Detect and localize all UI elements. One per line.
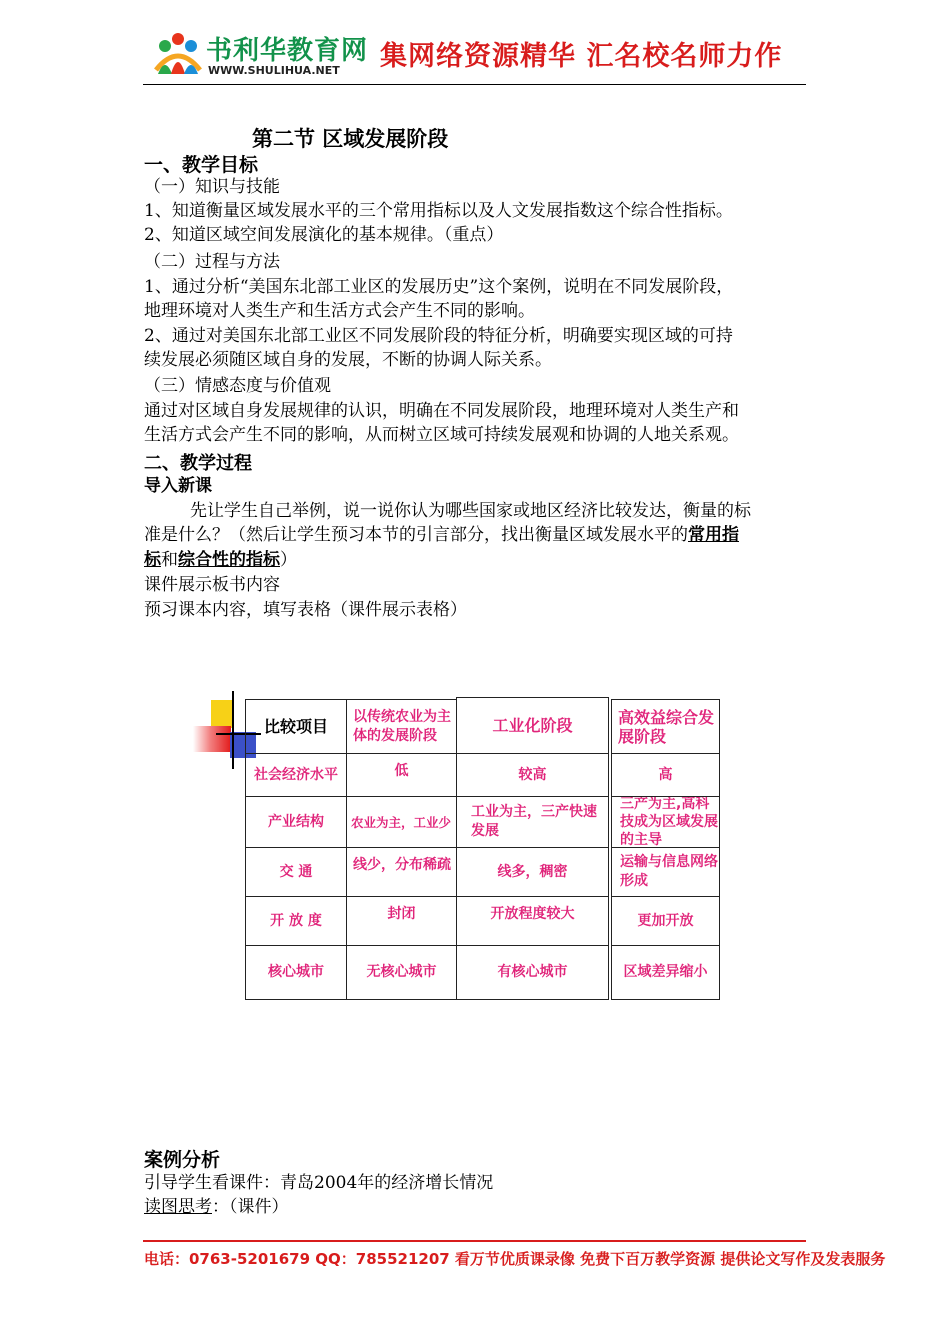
footer-divider <box>143 1240 806 1242</box>
paragraph: 生活方式会产生不同的影响，从而树立区域可持续发展观和协调的人地关系观。 <box>144 425 739 445</box>
table-cell: 高 <box>611 753 720 797</box>
table-cell: 有核心城市 <box>456 945 609 1000</box>
subheading-attitude: （三）情感态度与价值观 <box>144 376 331 396</box>
paragraph-text: ：（课件） <box>212 1197 289 1217</box>
paragraph: 2、知道区域空间发展演化的基本规律。（重点） <box>144 225 504 245</box>
table-cell: 农业为主，工业少 <box>346 796 457 848</box>
subheading-knowledge: （一）知识与技能 <box>144 177 280 197</box>
table-cell: 封闭 <box>346 896 457 946</box>
site-logo-icon <box>152 28 204 78</box>
paragraph: 地理环境对人类生产和生活方式会产生不同的影响。 <box>144 301 535 321</box>
subheading-intro: 导入新课 <box>144 476 212 496</box>
read-map-link[interactable]: 读图思考 <box>144 1197 212 1217</box>
table-cell: 更加开放 <box>611 896 720 946</box>
paragraph-text: 准是什么？（然后让学生预习本节的引言部分，找出衡量区域发展水平的 <box>144 525 688 545</box>
table-cell: 无核心城市 <box>346 945 457 1000</box>
table-cell: 工业为主，三产快速发展 <box>456 796 609 848</box>
table-cell: 运输与信息网络形成 <box>611 847 720 897</box>
table-cell: 线少，分布稀疏 <box>346 847 457 897</box>
table-row-label: 交 通 <box>245 847 347 897</box>
header-divider <box>143 84 806 85</box>
table-header-col1: 以传统农业为主体的发展阶段 <box>346 699 457 754</box>
table-cell: 开放程度较大 <box>456 896 609 946</box>
table-cell: 低 <box>346 753 457 797</box>
term-common-indicators-end: 标 <box>144 550 161 570</box>
paragraph: 课件展示板书内容 <box>144 575 280 595</box>
paragraph: 1、知道衡量区域发展水平的三个常用指标以及人文发展指数这个综合性指标。 <box>144 201 733 221</box>
paragraph: 引导学生看课件：青岛2004年的经济增长情况 <box>144 1173 494 1193</box>
table-row-label: 社会经济水平 <box>245 753 347 797</box>
table-header-col2: 工业化阶段 <box>456 697 609 754</box>
table-cell: 区域差异缩小 <box>611 945 720 1000</box>
page-title: 第二节 区域发展阶段 <box>252 126 449 151</box>
subheading-process: （二）过程与方法 <box>144 252 280 272</box>
table-row-label: 开 放 度 <box>245 896 347 946</box>
section-heading-process: 二、教学过程 <box>144 453 252 474</box>
table-cell: 线多，稠密 <box>456 847 609 897</box>
decor-square-yellow <box>211 700 233 728</box>
paragraph: 续发展必须随区域自身的发展，不断的协调人际关系。 <box>144 350 552 370</box>
decor-line <box>232 691 234 769</box>
table-cell: 较高 <box>456 753 609 797</box>
term-composite-indicator: 综合性的指标 <box>178 550 280 570</box>
paragraph: 2、通过对美国东北部工业区不同发展阶段的特征分析，明确要实现区域的可持 <box>144 326 733 346</box>
table-row-label: 产业结构 <box>245 796 347 848</box>
paragraph <box>144 1195 289 1219</box>
table-row-label: 核心城市 <box>245 945 347 1000</box>
header-slogan: 集网络资源精华 汇名校名师力作 <box>380 41 783 72</box>
footer-contact: 电话：0763-5201679 QQ：785521207 看万节优质课录像 免费下百万教学资源 提供论文写作及发表服务 <box>144 1250 886 1268</box>
section-heading-goals: 一、教学目标 <box>144 154 259 176</box>
site-url[interactable]: WWW.SHULIHUA.NET <box>208 64 340 77</box>
section-heading-case: 案例分析 <box>144 1149 221 1171</box>
paragraph <box>144 548 297 572</box>
paragraph: 预习课本内容，填写表格（课件展示表格） <box>144 600 467 620</box>
paragraph-text: ） <box>280 550 297 570</box>
table-header-col3: 高效益综合发展阶段 <box>611 699 720 754</box>
table-header-label: 比较项目 <box>245 699 347 754</box>
table-cell: 三产为主,高科技成为区域发展的主导 <box>611 796 720 848</box>
paragraph: 1、通过分析“美国东北部工业区的发展历史”这个案例，说明在不同发展阶段， <box>144 277 734 297</box>
paragraph: 通过对区域自身发展规律的认识，明确在不同发展阶段，地理环境对人类生产和 <box>144 401 739 421</box>
decor-square-red <box>193 726 231 752</box>
paragraph <box>144 523 739 547</box>
paragraph: 先让学生自己举例，说一说你认为哪些国家或地区经济比较发达，衡量的标 <box>190 501 751 521</box>
paragraph-text: 和 <box>161 550 178 570</box>
term-common-indicators: 常用指 <box>688 525 739 545</box>
site-logo-name: 书利华教育网 <box>206 36 369 66</box>
